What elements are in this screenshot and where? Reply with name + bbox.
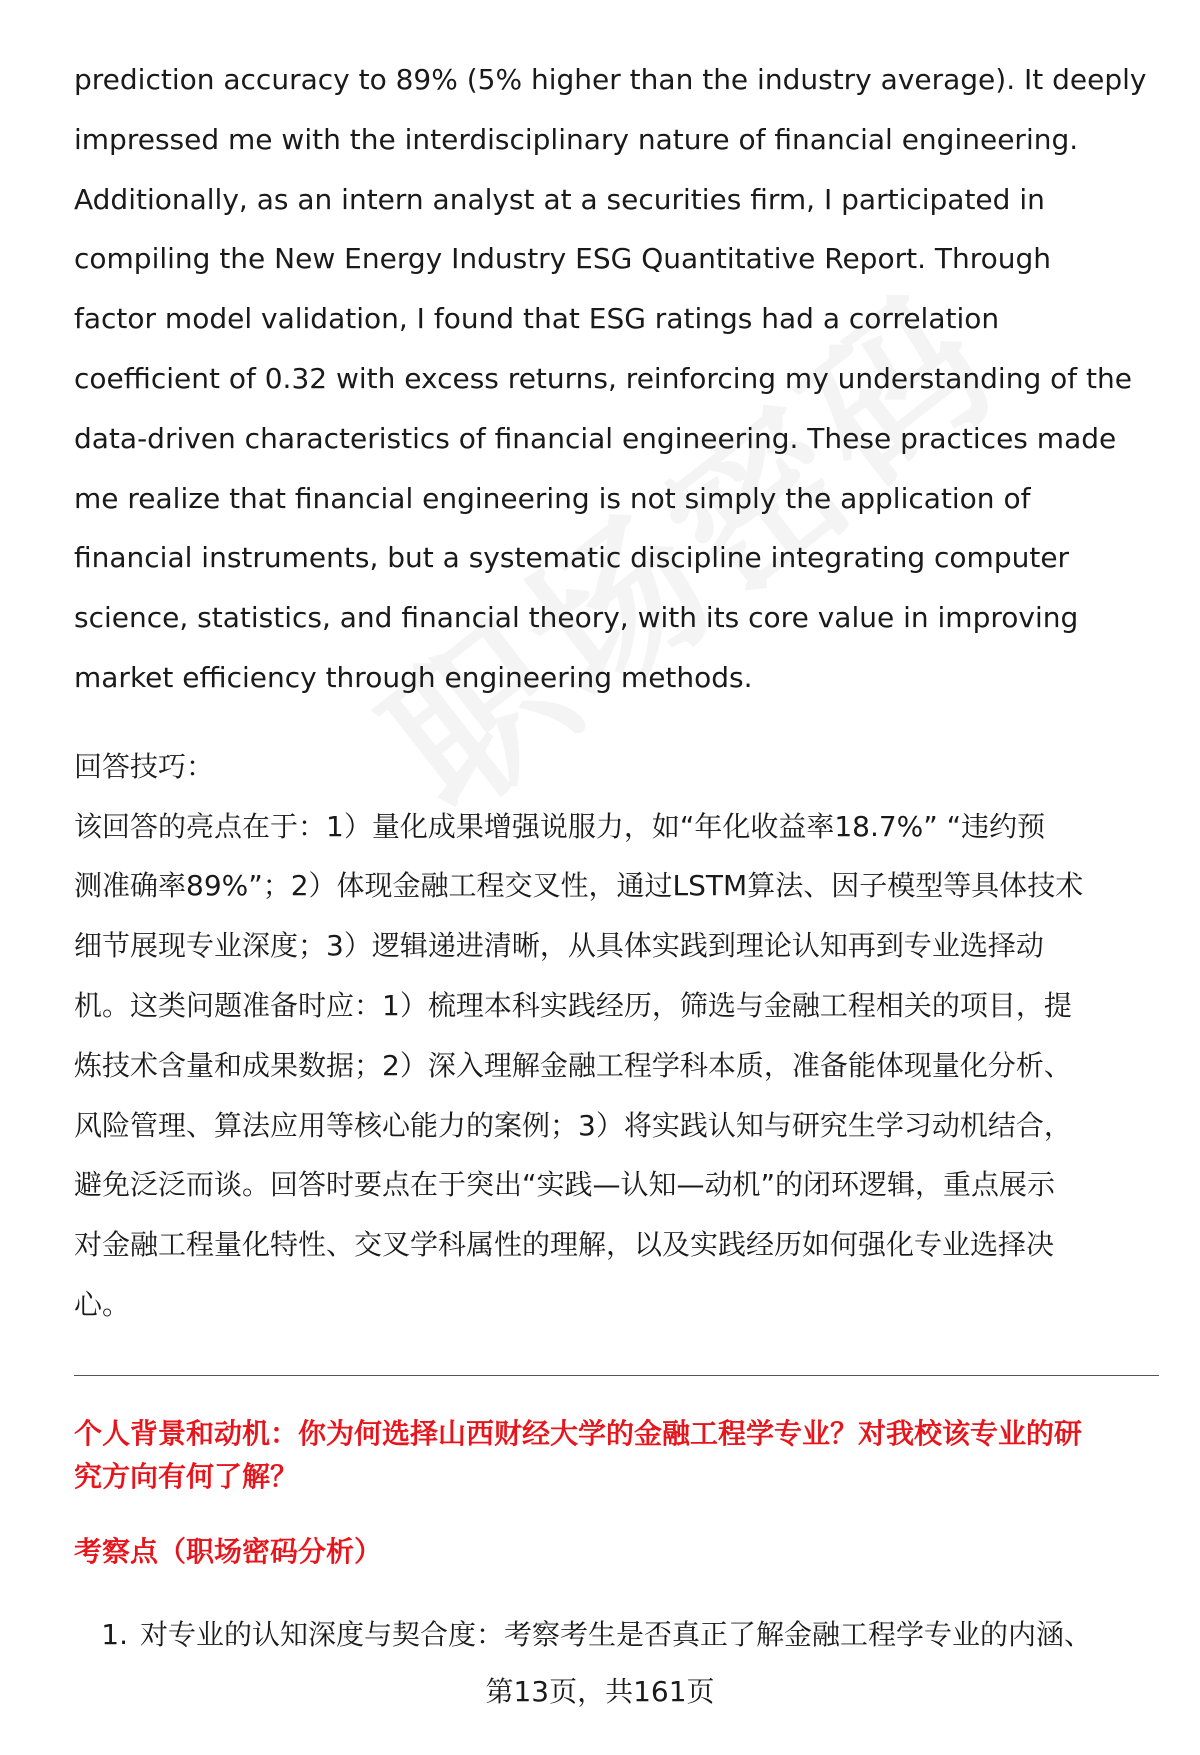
text-line: 对金融工程量化特性、交叉学科属性的理解，以及实践经历如何强化专业选择决 (74, 1228, 1055, 1262)
text-line: factor model validation, I found that ESG ratings had a correlation (74, 302, 1000, 336)
text-line: 炼技术含量和成果数据；2）深入理解金融工程学科本质，准备能体现量化分析、 (74, 1048, 1072, 1082)
text-line: science, statistics, and financial theory, with its core value in improving (74, 601, 1079, 635)
text-line: compiling the New Energy Industry ESG Quantitative Report. Through (74, 242, 1052, 276)
page-number-footer: 第13页，共161页 (485, 1675, 715, 1708)
question-line: 个人背景和动机：你为何选择山西财经大学的金融工程学专业？对我校该专业的研 (74, 1416, 1083, 1450)
text-line: 该回答的亮点在于：1）量化成果增强说服力，如“年化收益率18.7%” “违约预 (74, 809, 1046, 843)
tips-label: 回答技巧： (74, 749, 215, 783)
text-line: 心。 (74, 1287, 131, 1321)
assessment-points-list (74, 1613, 1159, 1656)
text-line: 风险管理、算法应用等核心能力的案例；3）将实践认知与研究生学习动机结合， (74, 1108, 1072, 1142)
section-heading: 考察点（职场密码分析） (74, 1534, 383, 1568)
text-line: 测准确率89%”；2）体现金融工程交叉性，通过LSTM算法、因子模型等具体技术 (74, 869, 1084, 903)
text-line: 细节展现专业深度；3）逻辑递进清晰，从具体实践到理论认知再到专业选择动 (74, 929, 1044, 963)
text-line: 避免泛泛而谈。回答时要点在于突出“实践—认知—动机”的闭环逻辑，重点展示 (74, 1168, 1056, 1202)
question-line: 究方向有何了解？ (74, 1459, 299, 1493)
tips-paragraph (74, 797, 1159, 1335)
page-content (74, 50, 1159, 1656)
text-line: data-driven characteristics of financial engineering. These practices made (74, 421, 1117, 455)
question-heading (74, 1412, 1159, 1498)
text-line: financial instruments, but a systematic discipline integrating computer (74, 541, 1070, 575)
text-line: coefficient of 0.32 with excess returns, reinforcing my understanding of the (74, 361, 1132, 395)
text-line: me realize that financial engineering is not simply the application of (74, 481, 1031, 515)
list-item (74, 1613, 1159, 1656)
text-line: prediction accuracy to 89% (5% higher than the industry average). It deeply (74, 63, 1147, 96)
section-divider (74, 1375, 1159, 1376)
english-answer-paragraph (74, 50, 1159, 708)
text-line: Additionally, as an intern analyst at a securities firm, I participated in (74, 182, 1045, 216)
list-number: 1. (101, 1617, 128, 1651)
text-line: market efficiency through engineering methods. (74, 660, 753, 694)
list-text: 对专业的认知深度与契合度：考察考生是否真正了解金融工程学专业的内涵、 (140, 1617, 1093, 1651)
text-line: impressed me with the interdisciplinary nature of financial engineering. (74, 122, 1079, 156)
text-line: 机。这类问题准备时应：1）梳理本科实践经历，筛选与金融工程相关的项目，提 (74, 988, 1072, 1022)
